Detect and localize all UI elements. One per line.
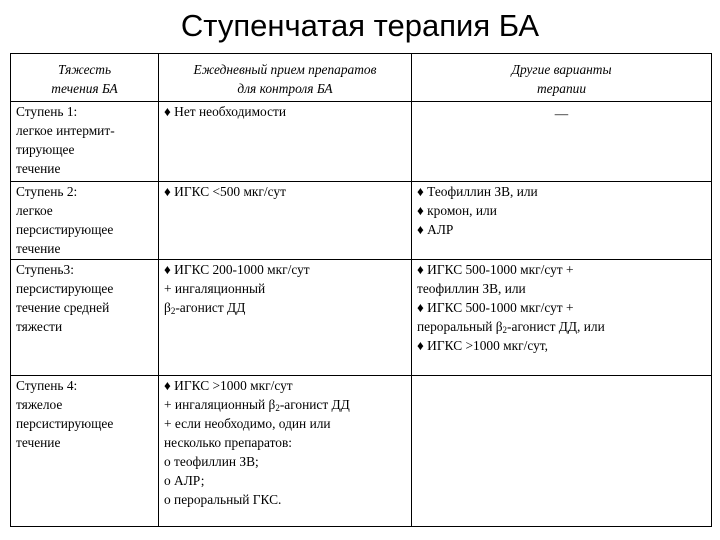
- header-severity-line: течения БА: [51, 81, 118, 96]
- daily-line: [164, 298, 406, 317]
- header-daily-line: Ежедневный прием препаратов: [193, 62, 377, 77]
- stage-line: течение: [16, 435, 61, 450]
- daily-line: несколько препаратов:: [164, 435, 293, 450]
- table-row-step-1: [11, 102, 712, 182]
- daily-cell: [159, 182, 412, 260]
- header-other: [412, 54, 712, 102]
- beta-subscript: 2: [502, 325, 508, 335]
- stage-cell: [11, 376, 159, 527]
- stage-line: тяжелое: [16, 397, 63, 412]
- header-severity: [11, 54, 159, 102]
- header-other-line: терапии: [536, 81, 587, 96]
- header-daily-line: для контроля БА: [237, 81, 333, 96]
- agonist-text: -агонист ДД: [175, 300, 246, 315]
- daily-line: [164, 395, 406, 414]
- stage-line: течение: [16, 161, 61, 176]
- stage-line: персистирующее: [16, 281, 114, 296]
- stage-line: Ступень 4:: [16, 378, 78, 393]
- daily-line: + ингаляционный: [164, 281, 266, 296]
- other-line: ♦ Теофиллин ЗВ, или: [417, 184, 538, 199]
- beta-text: β: [164, 300, 171, 315]
- no-options-dash: —: [554, 106, 569, 121]
- page-title: Ступенчатая терапия БА: [180, 8, 540, 43]
- other-cell: [412, 182, 712, 260]
- header-severity-line: Тяжесть: [57, 62, 112, 77]
- stage-line: персистирующее: [16, 222, 114, 237]
- table-header-row: [11, 54, 712, 102]
- oral-beta-text: пероральный β: [417, 319, 503, 334]
- other-line: ♦ ИГКС >1000 мкг/сут,: [417, 338, 548, 353]
- stage-cell: [11, 182, 159, 260]
- daily-cell: [159, 376, 412, 527]
- stage-line: персистирующее: [16, 416, 114, 431]
- daily-line: o теофиллин ЗВ;: [164, 454, 259, 469]
- stage-line: тяжести: [16, 319, 63, 334]
- other-line: теофиллин ЗВ, или: [417, 281, 526, 296]
- daily-line: ♦ Нет необходимости: [164, 104, 287, 119]
- stage-line: течение средней: [16, 300, 110, 315]
- daily-cell: [159, 102, 412, 182]
- other-line: ♦ кромон, или: [417, 203, 497, 218]
- table-row-step-4: [11, 376, 712, 527]
- beta-subscript: 2: [275, 403, 280, 413]
- stage-line: легкое: [16, 203, 53, 218]
- other-line: ♦ АЛР: [417, 222, 454, 237]
- beta-subscript: 2: [170, 306, 176, 316]
- agonist-text: -агонист ДД: [279, 397, 350, 412]
- daily-line: o АЛР;: [164, 473, 205, 488]
- table-row-step-3: [11, 260, 712, 376]
- daily-line: ♦ ИГКС 200-1000 мкг/сут: [164, 262, 310, 277]
- daily-line: o пероральный ГКС.: [164, 492, 282, 507]
- other-line: ♦ ИГКС 500-1000 мкг/сут +: [417, 262, 574, 277]
- daily-cell: [159, 260, 412, 376]
- other-line: [417, 317, 706, 336]
- stage-line: Ступень 2:: [16, 184, 78, 199]
- stage-line: тирующее: [16, 142, 75, 157]
- stage-cell: [11, 260, 159, 376]
- agonist-text: -агонист ДД, или: [507, 319, 605, 334]
- daily-line: + если необходимо, один или: [164, 416, 331, 431]
- other-cell: [412, 260, 712, 376]
- stage-line: легкое интермит-: [16, 123, 115, 138]
- other-cell: [412, 102, 712, 182]
- therapy-table: [10, 53, 712, 527]
- daily-line: ♦ ИГКС >1000 мкг/сут: [164, 378, 293, 393]
- inhaled-beta-text: + ингаляционный β: [164, 397, 276, 412]
- stage-cell: [11, 102, 159, 182]
- daily-line: ♦ ИГКС <500 мкг/сут: [164, 184, 286, 199]
- other-cell-empty: [412, 376, 712, 527]
- header-other-line: Другие варианты: [511, 62, 612, 77]
- stage-line: Ступень 1:: [16, 104, 78, 119]
- table-row-step-2: [11, 182, 712, 260]
- stage-line: Ступень3:: [16, 262, 74, 277]
- stage-line: течение: [16, 241, 61, 256]
- header-daily: [159, 54, 412, 102]
- other-line: ♦ ИГКС 500-1000 мкг/сут +: [417, 300, 574, 315]
